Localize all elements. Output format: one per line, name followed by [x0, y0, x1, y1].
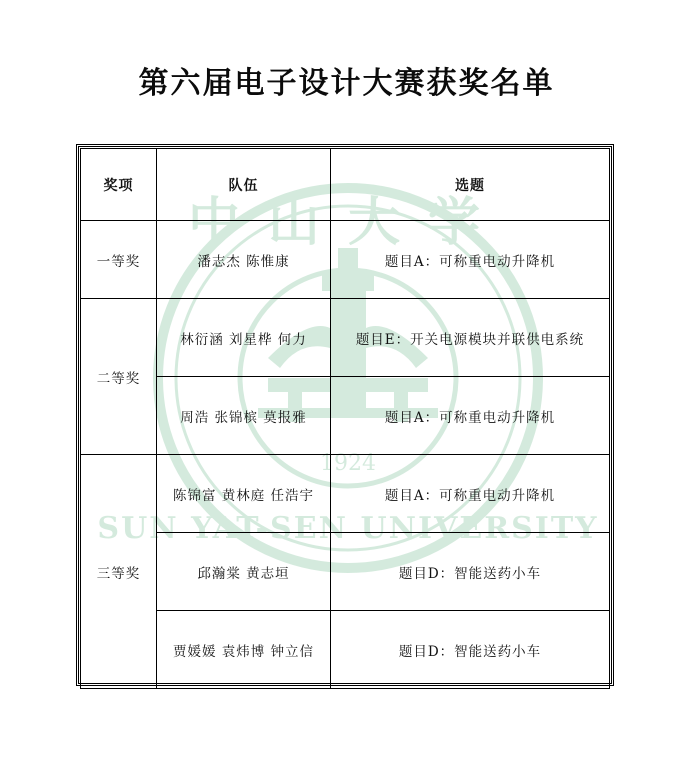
topic-cell: 题目A：可称重电动升降机: [331, 455, 610, 533]
team-cell: 邱瀚棠 黄志垣: [157, 533, 331, 611]
table-row: [81, 611, 610, 689]
header-prize: 奖项: [81, 149, 157, 221]
award-table: [80, 148, 610, 689]
topic-cell: 题目D：智能送药小车: [331, 533, 610, 611]
prize-cell-first: 一等奖: [81, 221, 157, 299]
table-header-row: [81, 149, 610, 221]
topic-cell: 题目A：可称重电动升降机: [331, 377, 610, 455]
team-cell: 周浩 张锦槟 莫报雅: [157, 377, 331, 455]
table-row: [81, 455, 610, 533]
prize-cell-third: 三等奖: [81, 455, 157, 689]
watermark-english-name: SUN YAT-SEN UNIVERSITY: [97, 511, 599, 546]
topic-cell: 题目E：开关电源模块并联供电系统: [331, 299, 610, 377]
team-cell: 林衍涵 刘星桦 何力: [157, 299, 331, 377]
page-title: 第六届电子设计大赛获奖名单: [138, 66, 555, 101]
table-row: [81, 377, 610, 455]
watermark-year: 1924: [320, 451, 376, 476]
topic-cell: 题目A：可称重电动升降机: [331, 221, 610, 299]
topic-cell: 题目D：智能送药小车: [331, 611, 610, 689]
watermark-chinese-name: 中山大学: [187, 192, 509, 253]
header-team: 队伍: [157, 149, 331, 221]
table-row: [81, 221, 610, 299]
table-row: [81, 299, 610, 377]
award-table-frame: [76, 144, 614, 686]
team-cell: 贾媛媛 袁炜博 钟立信: [157, 611, 331, 689]
prize-cell-second: 二等奖: [81, 299, 157, 455]
team-cell: 潘志杰 陈惟康: [157, 221, 331, 299]
team-cell: 陈锦富 黄林庭 任浩宇: [157, 455, 331, 533]
table-row: [81, 533, 610, 611]
header-topic: 选题: [331, 149, 610, 221]
